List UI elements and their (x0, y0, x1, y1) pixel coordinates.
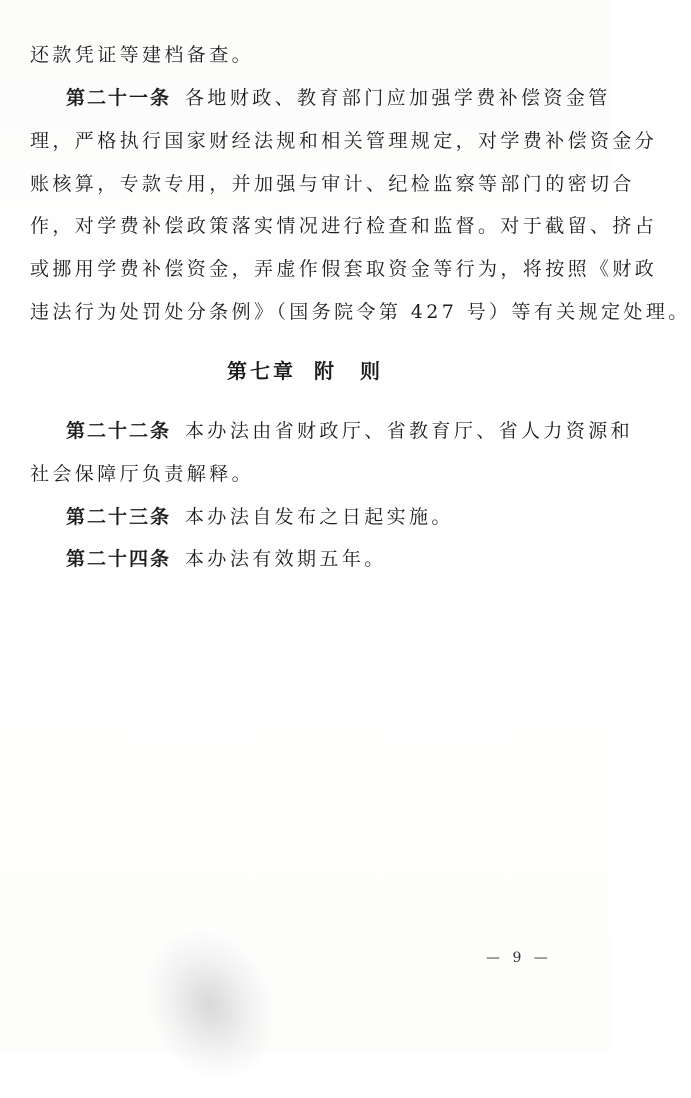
text-line: 作，对学费补偿政策落实情况进行检查和监督。对于截留、挤占 (30, 215, 658, 237)
article-22-first-line (66, 418, 633, 444)
article-23-line (66, 504, 454, 530)
chapter-number: 第七章 (227, 359, 296, 383)
text-line: 社会保障厅负责解释。 (30, 463, 255, 485)
scan-shadow (124, 912, 296, 1098)
text-line: 本办法自发布之日起实施。 (185, 506, 454, 528)
chapter-title: 附 则 (314, 359, 383, 383)
article-21-first-line (66, 85, 611, 111)
text-line: 违法行为处罚处分条例》（国务院令第 427 号）等有关规定处理。 (30, 301, 691, 323)
article-23-heading: 第二十三条 (66, 506, 172, 528)
text-line: 还款凭证等建档备查。 (30, 44, 255, 66)
article-21-heading: 第二十一条 (66, 87, 172, 109)
article-22-heading: 第二十二条 (66, 420, 172, 442)
article-24-line (66, 546, 387, 572)
text-line: 本办法有效期五年。 (185, 548, 387, 570)
chapter-heading (0, 358, 610, 384)
text-line: 各地财政、教育部门应加强学费补偿资金管 (185, 87, 611, 109)
article-24-heading: 第二十四条 (66, 548, 172, 570)
text-line: 或挪用学费补偿资金，弄虚作假套取资金等行为，将按照《财政 (30, 258, 658, 280)
text-line: 账核算，专款专用，并加强与审计、纪检监察等部门的密切合 (30, 173, 635, 195)
text-line: 理，严格执行国家财经法规和相关管理规定，对学费补偿资金分 (30, 130, 658, 152)
text-line: 本办法由省财政厅、省教育厅、省人力资源和 (185, 420, 634, 442)
page-number: — 9 — (486, 950, 552, 966)
